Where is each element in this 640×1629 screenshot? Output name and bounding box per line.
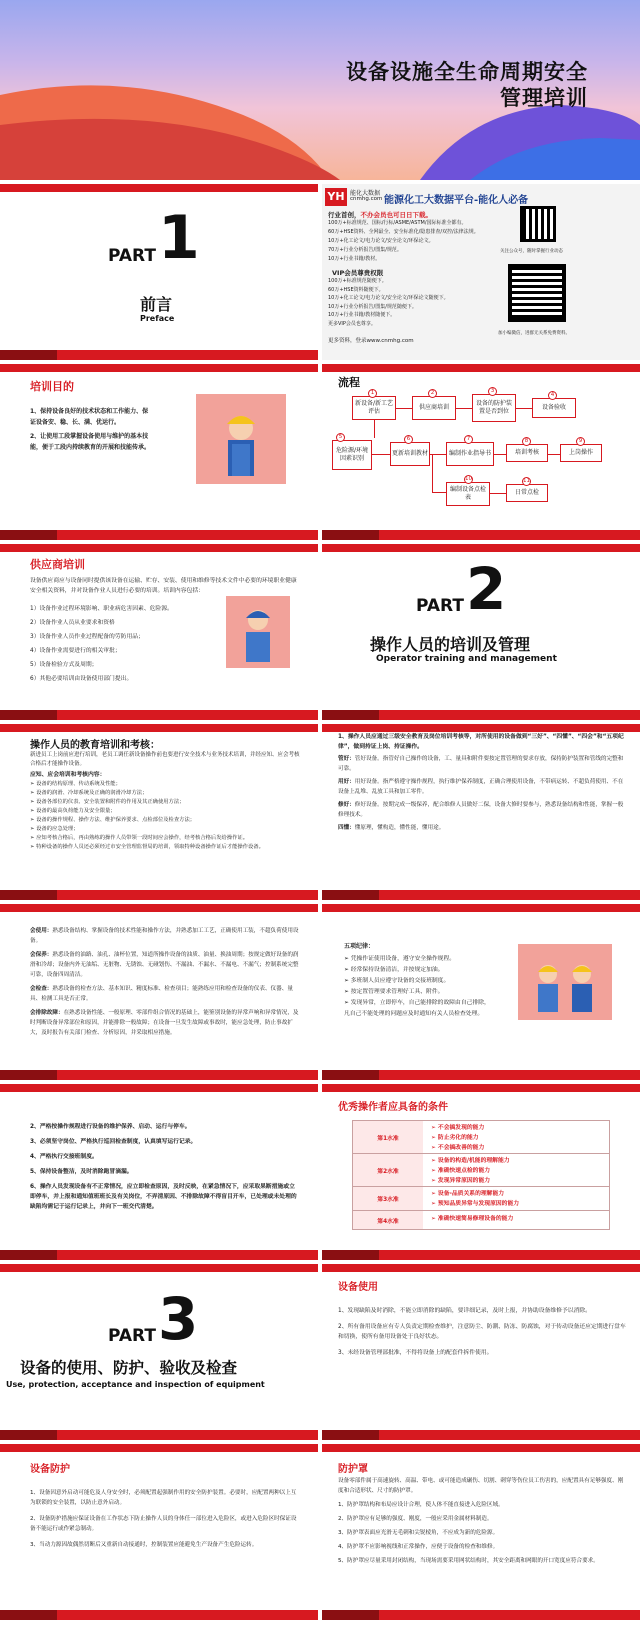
purpose-slide	[0, 364, 318, 540]
part-digit: 1	[158, 203, 200, 273]
slide-title: 培训目的	[30, 380, 74, 393]
education-slide	[0, 724, 318, 900]
operations-slide	[0, 1084, 318, 1260]
part-subtitle: Preface	[140, 314, 175, 323]
flow-num-1: 1	[368, 389, 377, 398]
edu-items: ➢ 设备的结构原理、传动系统及性能； ➢ 设备的润滑、冷却系统及正确的润滑冷却方法； ➢ 设备各部位的仪表、安全装置和附件的作用及其正确使用方法； ➢ 设备的最高负荷能力及安全限量； ➢ 设备的操作规程、操作方法、维护保养要求、点检部位及检查方法； ➢ 设备的应急处理； ➢ 应知考核合格后，再由熟练的操作人员带领一段时间应会操作，经考核合格后发给操作证。 ➢ 特种设备的操作人员还必须经过市安全管理监督局的培训，领取特种设备操作证后才能操作设备。	[30, 781, 264, 850]
ad-title: 能源化工大数据平台-能化人必备	[384, 195, 529, 206]
protection-slide	[0, 1444, 318, 1620]
flow-node-9: 上岗操作	[560, 444, 602, 462]
table-row: 第3水准 ➢ 设备-品质关系的理解能力 ➢ 预知品质异常与发现原因的能力	[353, 1187, 609, 1211]
part1-slide	[0, 184, 318, 360]
workers-illustration	[518, 944, 612, 1020]
guard-intro: 设备零部件属于高速旋转、高温、带电、或可能造成碾伤、切割、刺穿等伤位员工伤害的，应配置具有足够强度、刚度和合适形状、尺寸的防护罩。	[338, 1478, 624, 1494]
flow-node-3: 设备的防护装置是否到位	[472, 394, 516, 422]
use-slide	[322, 1264, 640, 1440]
five-disciplines-slide	[322, 904, 640, 1080]
ad-items1: 100万+标准规范、国标/行标/ASME/ASTM/国际标准全都有。 60万+HSE资料、全网最全、安全标准化/隐患排查/双控/法律法规。 10万+化工论文/电力论文/安全论文/环保论文。 70万+行业分析报告/图集/规范。 10万+行业书籍/教材。	[328, 220, 479, 262]
flow-node-10: 编制设备点检表	[446, 482, 490, 506]
purpose-text: 1、保持设备良好的技术状态和工作能力、保证设备安、稳、长、满、优运行。 2、让使用工段掌握设备使用与维护的基本技能，便于工段内持续教育的开展和技能传承。	[30, 408, 151, 451]
rules-items: 管好：管好设备。指管好自己操作的设备，工、量具和附件要按定置管理的要求存放，保持防护装置和管线的完整和可靠。 用好：用好设备。指严格遵守操作规程，执行维护保养制度，正确合理使用设备，不带病运转、不超负荷使用、不在设备上乱堆、乱放工具和加工零件。 修好：修好设备。按期完成一级保养，配合维修人员做好二保，设备大修时要参与，熟悉设备结构和性能，掌握一般修理技术。 四懂：懂原理，懂构造，懂性能，懂用途。	[338, 756, 624, 831]
part3-slide	[0, 1264, 318, 1440]
flow-node-5: 危险源/环境因素识别	[332, 440, 372, 470]
table-row: 第2水准 ➢ 设备的构造/机能的理解能力 ➢ 准确快速点检的能力 ➢ 发现异常原因的能力	[353, 1154, 609, 1187]
worker-illustration	[226, 596, 290, 668]
qr-caption-1: 关注公众号，随时掌握行业动态	[500, 249, 563, 254]
four-skills-items: 会使用：熟悉设备结构、掌握设备的技术性能和操作方法，并熟悉加工工艺，正确使用工装，不超负荷使用设备。 会保养：熟悉设备的油路、油孔、油杯位置，知道所操作设备的油质、油量、换油周期；按规定做好设备的润滑和冷却；设备内外无油垢、无脏物、无锈蚀、无碰划伤、不漏油、不漏水、不漏电、不漏气；控制系统完整可靠，设备四周清洁。 会检查：熟悉设备的检查方法、基本知识、精度标准、检查项目；能熟练应用和检查设备的仪表、仪器、量具、检测工具是否正常。 会排除故障：在熟悉设备性能、一般原理、零部件组合情况的基础上，能鉴别设备的异常声响和异常情况，及时判断设备异常部位和原因，并能排除一般故障；在设备一旦发生故障或事故时，能应急处理，防止事故扩大，及时报告有关部门检查、分析原因，并采取相应措施。	[30, 928, 299, 1036]
flow-node-1: 新设备/新工艺评估	[352, 396, 396, 420]
slide-title: 优秀操作者应具备的条件	[338, 1102, 448, 1113]
ad-logo-sub: cnmhg.com	[350, 196, 383, 202]
flow-node-6: 更新培训教材	[390, 442, 430, 466]
part-digit: 2	[466, 555, 507, 623]
use-items: 1、发现缺陷及时消除，不能立即消除的缺陷，要详细记录，及时上报，并协助设备维修予以消除。 2、所有备用设备应有专人负责定期检查维护，注意防尘、防潮、防冻、防腐蚀，对于传动设备还应定期进行盘车和切换，使所有备用设备处于良好状态。 3、未经设备管理部批准，不得将设备上的配套件拆件使用。	[338, 1308, 626, 1356]
slide-title: 防护罩	[338, 1464, 368, 1475]
edu-intro: 新进员工上岗前应进行培训，老员工调任新设备操作前也要进行安全技术与业务技术培训，并经应知、应会考核合格后才能操作设备。	[30, 752, 300, 767]
supplier-slide	[0, 544, 318, 720]
ad-logo: YH	[325, 188, 347, 206]
ad-vip-title: VIP会员尊贵权限	[332, 269, 384, 277]
part-label: PART	[416, 596, 464, 616]
flow-node-2: 供应商培训	[412, 396, 456, 420]
levels-table	[352, 1120, 610, 1230]
guard-slide	[322, 1444, 640, 1620]
table-row: 第4水准 ➢ 准确快速简易修理设备的能力	[353, 1211, 609, 1229]
part2-slide	[322, 544, 640, 720]
supplier-intro: 设备供应商应与设备同时提供该设备在运输、贮存、安装、使用和维修等技术文件中必要的环境职业健康安全相关资料，并对设备作业人员进行必要的培训。培训内容包括：	[30, 578, 297, 594]
part-digit: 3	[158, 1285, 199, 1353]
rules-intro: 1、操作人员应通过三级安全教育及岗位培训考核等，对所使用的设备做到“三好”、“四懂”、“四会”和“五项纪律”，做到持证上岗、持证操作。	[338, 734, 624, 750]
part-label: PART	[108, 246, 156, 266]
part-subtitle: Operator training and management	[376, 654, 557, 664]
slide-title: 供应商培训	[30, 558, 85, 571]
rules-slide	[322, 724, 640, 900]
slide-title: 流程	[338, 376, 360, 389]
worker-illustration	[196, 394, 286, 484]
qr-code-1	[520, 206, 556, 242]
five-items: ➢ 凭操作证使用设备，遵守安全操作规程。 ➢ 经常保持设备清洁，并按规定加油。 ➢ 多班制人员应遵守设备的交接班制度。 ➢ 按定置管理要求管理好工具、附件。 ➢ 发现异常，立即停车，自己能排除的故障由自己排除，凡自己不能处理的问题应及时通知有关人员检查处理。	[344, 956, 490, 1017]
slide-title: 设备使用	[338, 1282, 378, 1293]
slide-title: 操作人员的教育培训和考核：	[30, 740, 160, 751]
part-subtitle: Use, protection, acceptance and inspection of equipment	[6, 1380, 265, 1389]
flow-node-11: 日常点检	[506, 484, 548, 502]
five-title: 五项纪律：	[344, 943, 375, 950]
table-row: 第1水准 ➢ 不会搞发现的能力 ➢ 防止劣化的能力 ➢ 不会搞改善的能力	[353, 1121, 609, 1154]
ad-slide	[322, 184, 640, 360]
protect-items: 1、设备因意外启动可能危及人身安全时，必须配置起强制作用的安全防护装置。必要时，应配置两种以上互为联锁的安全装置，以防止意外启动。 2、设备防护措施应保证设备在工作状态下防止操作人员的身体任一部位进入危险区，或进入危险区时保证设备不能运行或作紧急制动。 3、当动力源因故偶然切断后又重新自动接通时，控制装置应能避免生产设备产生危险运转。	[30, 1490, 297, 1548]
part-title: 前言	[140, 295, 173, 314]
ad-more-link[interactable]: 更多资料，登录www.cnmhg.com	[328, 338, 414, 344]
edu-subtitle: 应知、应会培训和考核内容：	[30, 772, 106, 778]
four-skills-slide	[0, 904, 318, 1080]
slide-title: 设备防护	[30, 1464, 70, 1475]
qr-caption-2: 加小编微信，进群无关系免费资料。	[498, 331, 570, 336]
qr-code-2	[508, 264, 566, 322]
flow-node-8: 培训考核	[506, 444, 548, 462]
top-bar	[0, 184, 318, 192]
guard-items: 1、防护罩结构和布局应设计合理，使人体不能直接进入危险区域。 2、防护罩应有足够的强度、刚度，一般应采用金属材料制造。 3、防护罩表面应光滑无毛刺和尖锐棱角，不应成为新的危险源。 4、防护罩不应影响视线和正常操作，应便于设备的检查和维修。 5、防护罩应尽量采用封闭结构，当现场需要采用网状结构时，其安全距离和网眼的开口宽度应符合要求。	[338, 1502, 599, 1564]
ad-logo-main: 能化大数据	[350, 190, 381, 197]
cover-slide	[0, 0, 640, 180]
ad-section1: 行业首创，不办会员也可日日下载。	[328, 211, 432, 219]
ad-items2: 100万+标准规范随便下。 60万+HSE资料随便下。 10万+化工论文/电力论文/安全论文/环保论文随便下。 10万+行业分析报告/图集/规范随便下。 10万+行业书籍/教材随便下。 更多VIP会员也尊享。	[328, 278, 449, 327]
part-title: 操作人员的培训及管理	[370, 635, 531, 654]
flow-node-4: 设备验收	[532, 398, 576, 418]
cover-title-line1: 设备设施全生命周期安全	[346, 60, 588, 84]
part-label: PART	[108, 1326, 156, 1346]
part-title: 设备的使用、防护、验收及检查	[20, 1359, 238, 1377]
flow-slide: 流程 新设备/新工艺评估 1 供应商培训 2 设备的防护装置是否到位 3 设备验收 4 危险源/环境因素识别 5 更新培训教材 6 编制作业指导书 7 培训考核 8 上岗操作 9 编制设备点检表 10 日常点检 11	[322, 364, 640, 540]
levels-slide	[322, 1084, 640, 1260]
flow-node-7: 编制作业指导书	[446, 442, 494, 466]
ops-items: 2、严格按操作规程进行设备的维护保养、启动、运行与停车。 3、必须坚守岗位、严格执行巡回检查制度，认真填写运行记录。 4、严格执行交接班制度。 5、保持设备整洁，及时消除跑冒滴漏。 6、操作人员发现设备有不正常情况，应立即检查原因，及时反映，在紧急情况下，应采取果断措施或立即停车，并上报和通知值班班长及有关岗位，不弄清原因、不排除故障不得盲目开车，已处理或未处理的缺陷均需记于运行记录上，并向下一班交代清楚。	[30, 1124, 297, 1210]
cover-title-line2: 管理培训	[500, 86, 588, 110]
supplier-items: 1）设备作业过程环境影响、职业病危害因素、危险源。 2）设备作业人员从业要求和资格 3）设备作业人员作业过程配备的劳防用品； 4）设备作业需要进行的相关审批； 5）设备检验方式及周期； 6）其他必要培训由设备使用部门提出。	[30, 606, 173, 682]
